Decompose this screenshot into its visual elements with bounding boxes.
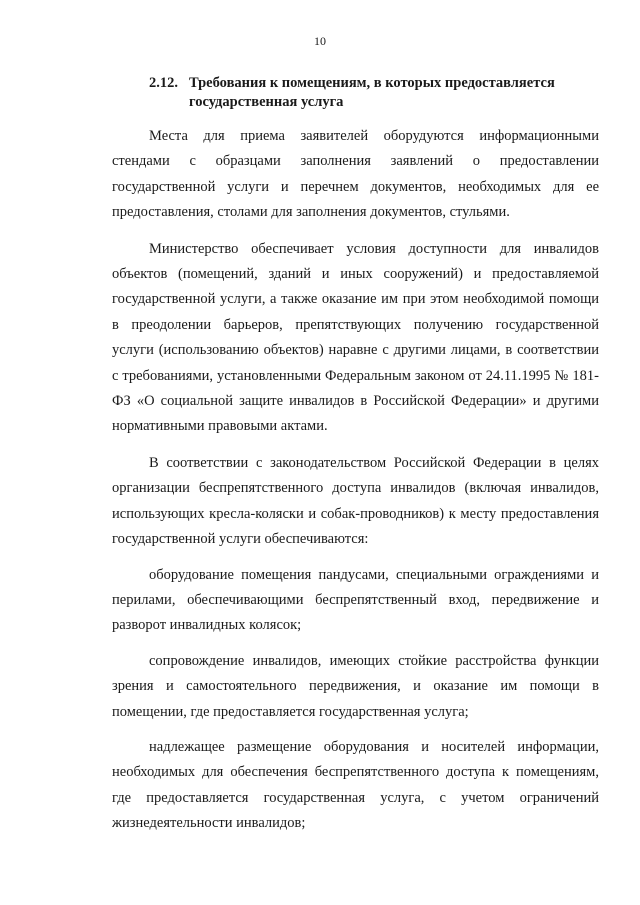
section-heading-line1 (149, 74, 599, 93)
paragraph-escort: сопровождение инвалидов, имеющих стойкие расстройства функции зрения и самостоятельного передвижения, и оказание им помощи в помещении, где предоставляется государственная услуга; (112, 652, 599, 720)
section-title-line1: Требования к помещениям, в которых предоставляется (189, 75, 555, 91)
section-number: 2.12. (149, 75, 178, 91)
paragraph-places: Места для приема заявителей оборудуются информационными стендами с образцами заполнения заявлений о предоставлении государственной услуги и перечнем документов, необходимых для ее предоставления, столами для заполнения документов, стульями. (112, 128, 599, 221)
body-text (112, 124, 599, 847)
paragraph-legislation: В соответствии с законодательством Российской Федерации в целях организации беспрепятственного доступа инвалидов (включая инвалидов, использующих кресла-коляски и собак-проводников) к месту предоставления государственной услуги обеспечиваются: (112, 454, 599, 548)
section-heading (149, 74, 599, 112)
paragraph-ramps: оборудование помещения пандусами, специальными ограждениями и перилами, обеспечивающими беспрепятственный вход, передвижение и разворот инвалидных колясок; (112, 566, 599, 634)
page-number: 10 (314, 34, 326, 48)
paragraph-equipment: надлежащее размещение оборудования и носителей информации, необходимых для обеспечения беспрепятственного доступа к помещениям, где предоставляется государственная услуга, с учетом ограничений жизнедеятельности инвалидов; (112, 738, 599, 832)
section-title-line2: государственная услуга (189, 94, 344, 110)
paragraph-accessibility: Министерство обеспечивает условия доступности для инвалидов объектов (помещений, зданий и иных сооружений) и предоставляемой государственной услуги, а также оказание им при этом необходимой помощи в преодолении барьеров, препятствующих получению государственной услуги (использованию объектов) наравне с другими лицами, в соответствии с требованиями, установленными Федеральным законом от 24.11.1995 № 181-ФЗ «О социальной защите инвалидов в Российской Федерации» и другими нормативными правовыми актами. (112, 240, 599, 435)
